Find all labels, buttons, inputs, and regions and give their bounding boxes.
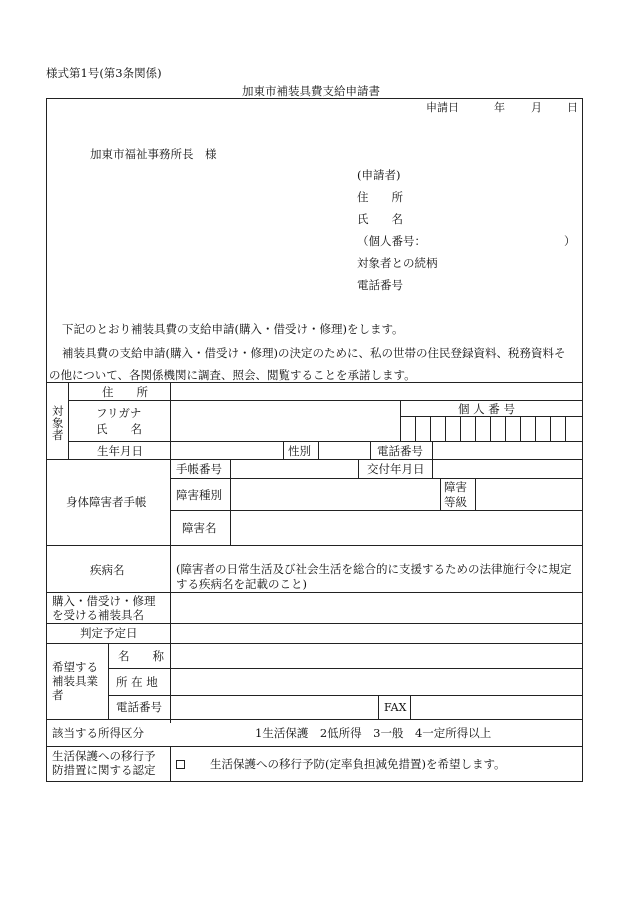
disease-label: 疾病名: [90, 563, 125, 577]
month-label: 月: [531, 101, 542, 114]
vendor-name-label: 名 称: [118, 649, 164, 663]
rule-grade-left: [440, 478, 441, 510]
handbook-disability-name-label: 障害名: [182, 521, 217, 535]
statement-line-3: の他について、各関係機関に調査、照会、閲覧することを承諾します。: [49, 368, 416, 382]
disease-note-2: する疾病名を記載のこと): [176, 577, 307, 591]
rule-device-top: [46, 592, 583, 593]
rule-vendor-location: [108, 695, 583, 696]
subject-address-label: 住 所: [102, 385, 148, 399]
rule-fax-left: [378, 695, 379, 719]
rule-handbook-sublabel: [230, 459, 231, 545]
digit-divider: [520, 416, 521, 441]
subject-name-label: 氏 名: [96, 422, 142, 436]
subject-birthdate-label: 生年月日: [97, 444, 143, 458]
handbook-grade-label-1: 障害: [444, 480, 467, 494]
applicant-my-number-close: ）: [564, 234, 576, 248]
day-label: 日: [567, 101, 578, 114]
vendor-fax-label: FAX: [384, 701, 407, 714]
rule-vendor-top: [46, 643, 583, 644]
vendor-side-label-1: 希望する: [52, 660, 98, 674]
rule-vendor-side: [108, 643, 109, 719]
rule-grade-right: [475, 478, 476, 510]
applicant-my-number-label: （個人番号：: [357, 234, 426, 248]
rule-subject-name: [68, 441, 583, 442]
handbook-grade-label-2: 等級: [444, 495, 467, 509]
rule-fax-right: [410, 695, 411, 719]
subject-sex-label: 性別: [288, 444, 311, 458]
rule-sex-right: [318, 441, 319, 459]
rule-personal-number-left: [400, 400, 401, 441]
vendor-location-label: 所 在 地: [116, 675, 158, 689]
welfare-checkbox-row: [176, 757, 185, 771]
rule-judgement-top: [46, 623, 583, 624]
rule-sex-left: [283, 441, 284, 459]
welfare-checkbox[interactable]: [176, 760, 185, 769]
digit-divider: [505, 416, 506, 441]
date-label: 申請日: [426, 101, 459, 114]
handbook-issue-date-label: 交付年月日: [367, 462, 425, 476]
digit-divider: [550, 416, 551, 441]
handbook-label: 身体障害者手帳: [66, 495, 147, 509]
form-number: 様式第1号(第3条関係): [46, 66, 162, 80]
device-label-2: を受ける補装具名: [52, 608, 144, 622]
vendor-side-label-3: 者: [52, 688, 64, 702]
statement-line-2: 補装具費の支給申請(購入・借受け・修理)の決定のために、私の世帯の住民登録資料、税務資料そ: [62, 346, 566, 360]
digit-divider: [565, 416, 566, 441]
rule-phone-left: [370, 441, 371, 459]
rule-disease-top: [46, 545, 583, 546]
rule-label-column: [170, 382, 171, 723]
disease-note-1: (障害者の日常生活及び社会生活を総合的に支援するための法律施行令に規定: [176, 562, 572, 576]
rule-handbook-top: [46, 459, 583, 460]
statement-line-1: 下記のとおり補装具費の支給申請(購入・借受け・修理)をします。: [62, 322, 404, 336]
rule-phone-right: [432, 441, 433, 459]
rule-welfare-label: [170, 746, 171, 782]
digit-divider: [415, 416, 416, 441]
rule-income-top: [46, 719, 583, 720]
form-title: 加東市補装具費支給申請書: [242, 84, 380, 98]
rule-personal-number-head: [400, 416, 583, 417]
handbook-type-label: 障害種別: [176, 488, 222, 502]
rule-subject-side: [68, 382, 69, 459]
vendor-side-label-2: 補装具業: [52, 674, 98, 688]
applicant-address-label: 住 所: [357, 190, 403, 204]
rule-vendor-name: [108, 668, 583, 669]
judgement-date-label: 判定予定日: [80, 626, 138, 640]
digit-divider: [445, 416, 446, 441]
vendor-phone-label: 電話番号: [116, 700, 162, 714]
welfare-label-2: 防措置に関する認定: [52, 763, 156, 777]
personal-number-label: 個 人 番 号: [458, 402, 515, 416]
subject-side-label-2: 象: [52, 416, 64, 430]
income-label: 該当する所得区分: [52, 726, 144, 740]
digit-divider: [490, 416, 491, 441]
rule-issue-date-right: [432, 459, 433, 478]
rule-subject-top: [46, 382, 583, 383]
subject-furigana-label: フリガナ: [96, 406, 142, 420]
addressee: 加東市福祉事務所長 様: [90, 147, 217, 161]
applicant-phone-label: 電話番号: [357, 278, 403, 292]
digit-divider: [535, 416, 536, 441]
handbook-number-label: 手帳番号: [176, 462, 222, 476]
income-options: 1生活保護 2低所得 3一般 4一定所得以上: [255, 726, 492, 740]
digit-divider: [475, 416, 476, 441]
applicant-name-label: 氏 名: [357, 212, 403, 226]
digit-divider: [460, 416, 461, 441]
welfare-label-1: 生活保護への移行予: [52, 749, 156, 763]
device-label-1: 購入・借受け・修理: [52, 594, 156, 608]
digit-divider: [430, 416, 431, 441]
rule-handbook-number: [170, 478, 583, 479]
rule-subject-address: [68, 400, 583, 401]
year-label: 年: [494, 101, 505, 114]
welfare-checkbox-label: 生活保護への移行予防(定率負担減免措置)を希望します。: [210, 757, 506, 771]
rule-issue-date-left: [358, 459, 359, 478]
applicant-relation-label: 対象者との続柄: [357, 256, 438, 270]
subject-side-label-3: 者: [52, 428, 64, 442]
rule-welfare-top: [46, 746, 583, 747]
applicant-heading: (申請者): [357, 168, 401, 182]
rule-handbook-type: [170, 510, 583, 511]
subject-phone-label: 電話番号: [377, 444, 423, 458]
subject-side-label-1: 対: [52, 404, 64, 418]
